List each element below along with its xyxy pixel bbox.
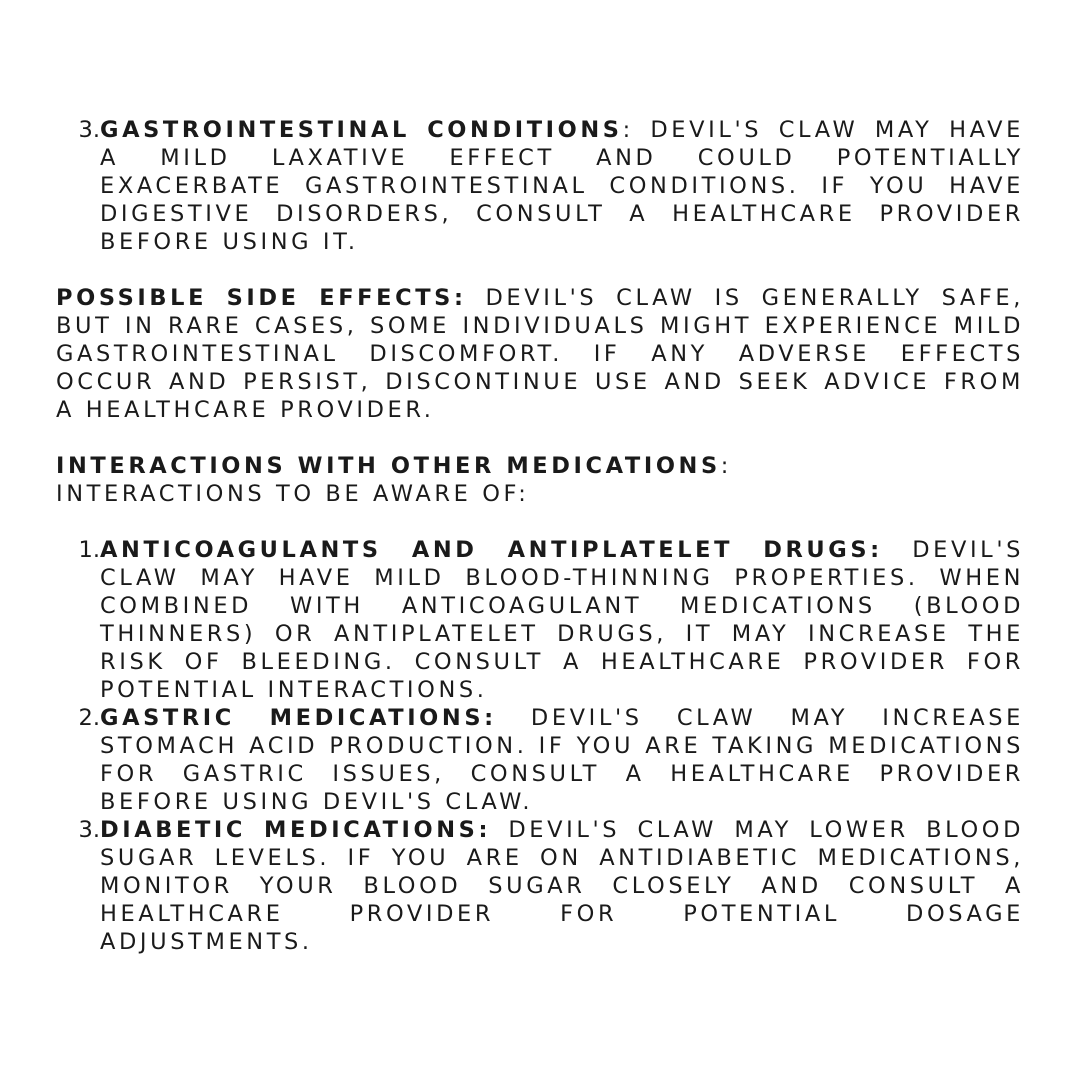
list-item-separator: : <box>622 117 634 143</box>
side-effects-title: POSSIBLE SIDE EFFECTS: <box>56 285 467 311</box>
interactions-list <box>56 536 1024 956</box>
interactions-title: INTERACTIONS WITH OTHER MEDICATIONS <box>56 453 721 479</box>
list-number: 2. <box>78 705 100 731</box>
interactions-title-separator: : <box>720 453 732 479</box>
list-item-anticoagulants <box>56 536 1024 704</box>
list-item-gastric <box>56 704 1024 816</box>
list-number: 3. <box>78 117 100 143</box>
list-item-text <box>100 704 1024 816</box>
list-item-diabetic <box>56 816 1024 956</box>
list-item-title: GASTROINTESTINAL CONDITIONS <box>100 117 623 143</box>
list-item-title: ANTICOAGULANTS AND ANTIPLATELET DRUGS: <box>100 537 883 563</box>
list-item-gastrointestinal <box>56 116 1024 256</box>
list-item-title: DIABETIC MEDICATIONS: <box>100 817 492 843</box>
list-item-text <box>100 116 1024 256</box>
list-item-title: GASTRIC MEDICATIONS: <box>100 705 497 731</box>
side-effects-paragraph <box>56 284 1024 424</box>
interactions-heading <box>56 452 1024 508</box>
list-item-body: DEVIL'S CLAW MAY HAVE A MILD LAXATIVE EFFECT AND COULD POTENTIALLY EXACERBATE GASTROINTESTINAL CONDITIONS. IF YOU HAVE DIGESTIVE DISORDERS, CONSULT A HEALTHCARE PROVIDER BEFORE USING IT. <box>100 117 1024 255</box>
list-item-text <box>100 816 1024 956</box>
interactions-intro: INTERACTIONS TO BE AWARE OF: <box>56 481 530 507</box>
list-item-body: DEVIL'S CLAW MAY HAVE MILD BLOOD-THINNING PROPERTIES. WHEN COMBINED WITH ANTICOAGULANT MEDICATIONS (BLOOD THINNERS) OR ANTIPLATELET DRUGS, IT MAY INCREASE THE RISK OF BLEEDING. CONSULT A HEALTHCARE PROVIDER FOR POTENTIAL INTERACTIONS. <box>100 537 1024 703</box>
list-item-body: DEVIL'S CLAW MAY LOWER BLOOD SUGAR LEVELS. IF YOU ARE ON ANTIDIABETIC MEDICATIONS, MONITOR YOUR BLOOD SUGAR CLOSELY AND CONSULT A HEALTHCARE PROVIDER FOR POTENTIAL DOSAGE ADJUSTMENTS. <box>100 817 1024 955</box>
document-content <box>56 116 1024 956</box>
list-item-text <box>100 536 1024 704</box>
list-number: 1. <box>78 537 100 563</box>
list-item-body: DEVIL'S CLAW MAY INCREASE STOMACH ACID PRODUCTION. IF YOU ARE TAKING MEDICATIONS FOR GASTRIC ISSUES, CONSULT A HEALTHCARE PROVIDER BEFORE USING DEVIL'S CLAW. <box>100 705 1024 815</box>
side-effects-body: DEVIL'S CLAW IS GENERALLY SAFE, BUT IN RARE CASES, SOME INDIVIDUALS MIGHT EXPERIENCE MILD GASTROINTESTINAL DISCOMFORT. IF ANY ADVERSE EFFECTS OCCUR AND PERSIST, DISCONTINUE USE AND SEEK ADVICE FROM A HEALTHCARE PROVIDER. <box>56 285 1024 423</box>
list-number: 3. <box>78 817 100 843</box>
conditions-list <box>56 116 1024 256</box>
